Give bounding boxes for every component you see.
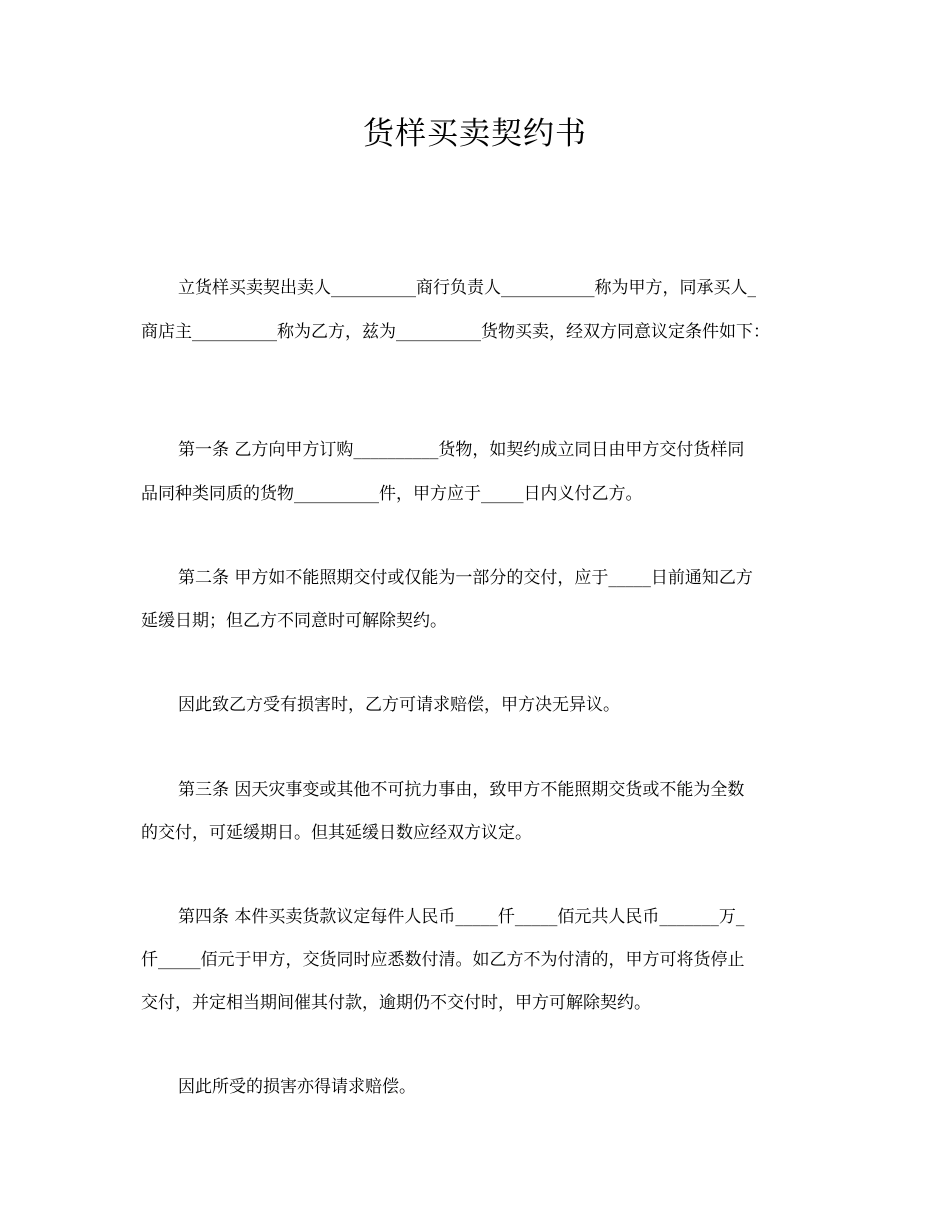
article-2-line-1: 第二条 甲方如不能照期交付或仅能为一部分的交付，应于_____日前通知乙方 [178,568,753,588]
intro-line-1: 立货样买卖契出卖人__________商行负责人___________称为甲方，同承买人_ [178,278,756,298]
article-4-line-2: 仟_____佰元于甲方，交货同时应悉数付清。如乙方不为付清的，甲方可将货停止 [141,950,745,970]
article-1-line-2: 品同种类同质的货物__________件，甲方应于_____日内义付乙方。 [141,484,643,504]
article-2-line-2: 延缓日期；但乙方不同意时可解除契约。 [141,611,447,631]
article-3-line-1: 第三条 因天灾事变或其他不可抗力事由，致甲方不能照期交货或不能为全数 [178,780,745,800]
article-4-line-3: 交付，并定相当期间催其付款，逾期仍不交付时，甲方可解除契约。 [141,993,651,1013]
article-4-line-1: 第四条 本件买卖货款议定每件人民币_____仟_____佰元共人民币_______万_ [178,907,745,927]
article-3-line-2: 的交付，可延缓期日。但其延缓日数应经双方议定。 [141,823,532,843]
intro-line-2: 商店主__________称为乙方，兹为__________货物买卖，经双方同意议定条件如下： [141,322,770,342]
article-1-line-1: 第一条 乙方向甲方订购__________货物，如契约成立同日由甲方交付货样同 [178,440,745,460]
article-4-note: 因此所受的损害亦得请求赔偿。 [178,1077,416,1097]
document-title: 货样买卖契约书 [363,116,587,152]
article-2-note: 因此致乙方受有损害时，乙方可请求赔偿，甲方决无异议。 [178,695,620,715]
